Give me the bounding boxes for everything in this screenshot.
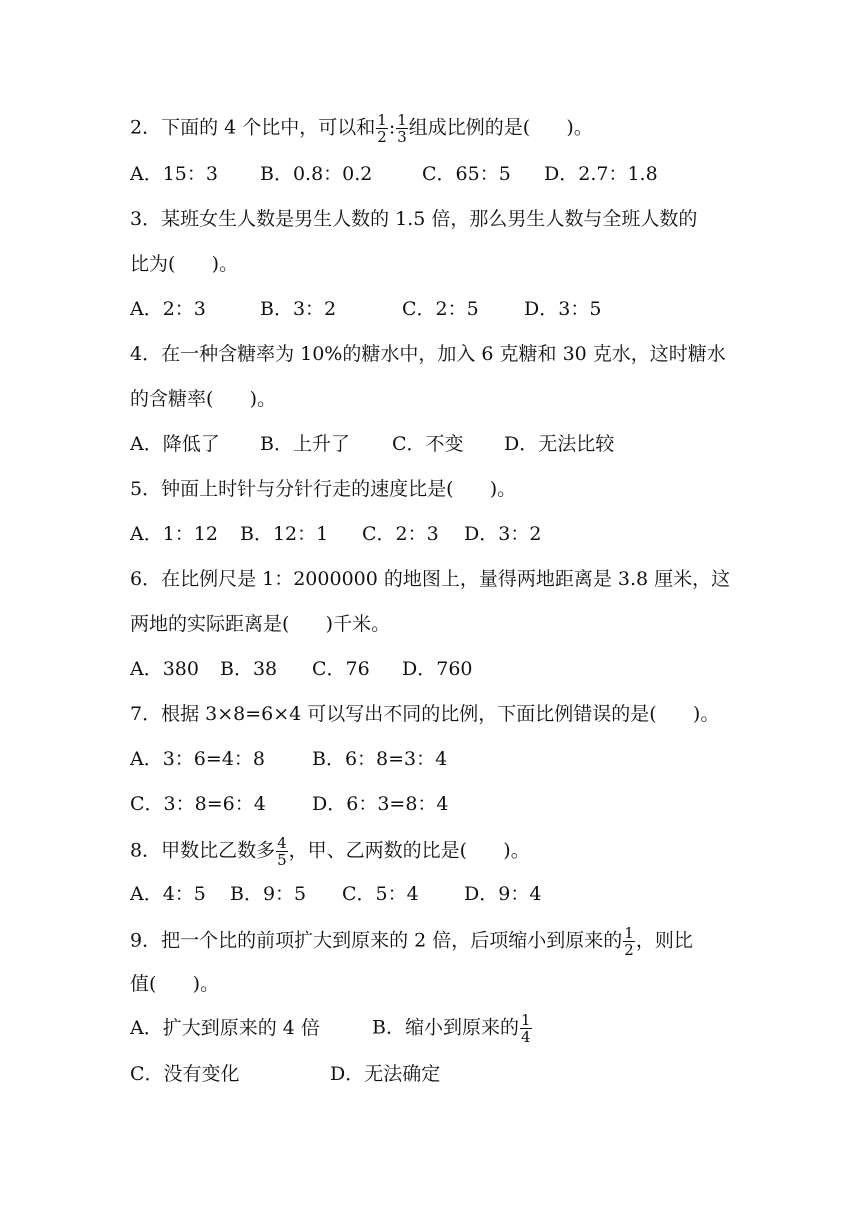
question-3-stem-line-1: 3．某班女生人数是男生人数的 1.5 倍，那么男生人数与全班人数的	[130, 208, 698, 230]
fraction-one-quarter: $\frac{1}{4}$	[520, 1011, 531, 1046]
question-2-text-end: 组成比例的是( )。	[408, 116, 593, 139]
option-c[interactable]: C．2：5	[402, 298, 479, 320]
option-b-text: B．缩小到原来的	[372, 1016, 519, 1039]
option-b[interactable]: B．12：1	[240, 523, 329, 545]
question-5-stem: 5．钟面上时针与分针行走的速度比是( )。	[130, 478, 517, 500]
option-d[interactable]: D．无法比较	[504, 433, 615, 455]
question-4-stem-line-2: 的含糖率( )。	[130, 388, 277, 410]
option-c[interactable]: C．76	[312, 658, 370, 680]
question-8-text-end: ，甲、乙两数的比是( )。	[288, 839, 530, 862]
question-6-stem-line-2: 两地的实际距离是( )千米。	[130, 613, 391, 635]
option-a[interactable]: A．15：3	[130, 163, 218, 185]
option-b[interactable]: B．6：8=3：4	[312, 748, 448, 770]
option-d[interactable]: D．无法确定	[330, 1063, 441, 1085]
question-9-text-end: ，则比	[635, 929, 693, 952]
fraction-four-fifths: $\frac{4}{5}$	[277, 834, 287, 869]
ratio-colon: :	[388, 116, 396, 139]
option-c[interactable]: C．5：4	[342, 883, 419, 905]
option-b[interactable]	[372, 1012, 533, 1045]
question-8-stem	[130, 835, 530, 868]
question-6-stem-line-1: 6．在比例尺是 1：2000000 的地图上，量得两地距离是 3.8 厘米，这	[130, 568, 731, 590]
question-7-stem: 7．根据 3×8=6×4 可以写出不同的比例，下面比例错误的是( )。	[130, 703, 720, 725]
option-a[interactable]: A．1：12	[130, 523, 218, 545]
option-d[interactable]: D．3：2	[464, 523, 542, 545]
option-d[interactable]: D．6：3=8：4	[312, 793, 449, 815]
question-9-stem-line-2: 值( )。	[130, 973, 220, 995]
option-a[interactable]: A．2：3	[130, 298, 206, 320]
option-c[interactable]: C．不变	[392, 433, 464, 455]
option-c[interactable]: C．没有变化	[130, 1063, 240, 1085]
question-2-text-start: 2．下面的 4 个比中，可以和	[130, 116, 376, 139]
option-d[interactable]: D．760	[402, 658, 473, 680]
option-c[interactable]: C．3：8=6：4	[130, 793, 266, 815]
question-2-stem	[130, 112, 593, 145]
option-a[interactable]: A．3：6=4：8	[130, 748, 265, 770]
option-b[interactable]: B．0.8：0.2	[260, 163, 373, 185]
option-a[interactable]: A．扩大到原来的 4 倍	[130, 1017, 320, 1039]
option-c[interactable]: C．65：5	[422, 163, 511, 185]
option-a[interactable]: A．4：5	[130, 883, 206, 905]
option-d[interactable]: D．9：4	[464, 883, 542, 905]
question-9-stem-line-1	[130, 925, 693, 958]
question-3-stem-line-2: 比为( )。	[130, 253, 239, 275]
option-a[interactable]: A．降低了	[130, 433, 220, 455]
question-9-text-start: 9．把一个比的前项扩大到原来的 2 倍，后项缩小到原来的	[130, 929, 623, 952]
option-b[interactable]: B．9：5	[230, 883, 307, 905]
fraction-one-third: $\frac{1}{3}$	[397, 111, 407, 146]
option-b[interactable]: B．上升了	[260, 433, 350, 455]
option-b[interactable]: B．3：2	[260, 298, 337, 320]
option-d[interactable]: D．2.7：1.8	[544, 163, 658, 185]
option-d[interactable]: D．3：5	[524, 298, 602, 320]
fraction-one-half: $\frac{1}{2}$	[624, 924, 634, 959]
question-8-text-start: 8．甲数比乙数多	[130, 839, 276, 862]
option-b[interactable]: B．38	[220, 658, 278, 680]
question-4-stem-line-1: 4．在一种含糖率为 10%的糖水中，加入 6 克糖和 30 克水，这时糖水	[130, 343, 726, 365]
option-c[interactable]: C．2：3	[362, 523, 439, 545]
option-a[interactable]: A．380	[130, 658, 199, 680]
fraction-one-half: $\frac{1}{2}$	[377, 111, 387, 146]
